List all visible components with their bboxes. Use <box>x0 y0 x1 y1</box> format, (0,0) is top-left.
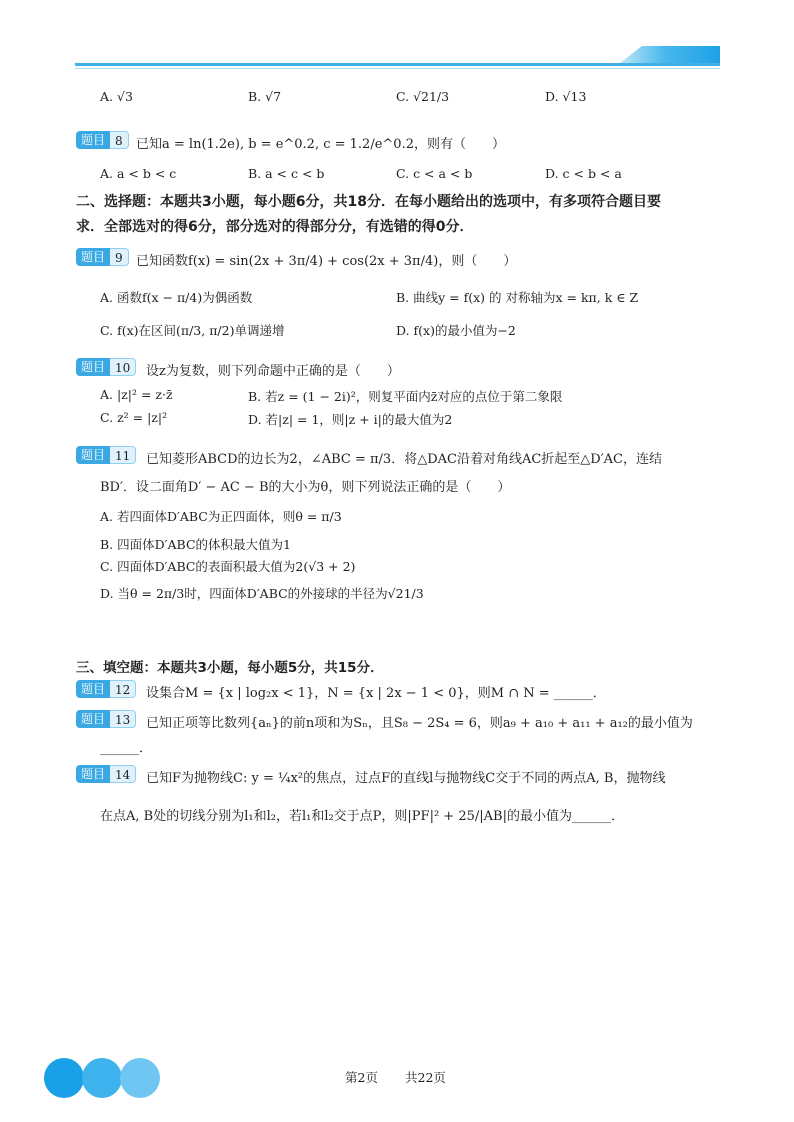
footer-page-number: 第2页 <box>345 1070 378 1085</box>
q13-badge-tag: 题目 <box>76 710 110 728</box>
q14-badge-num: 14 <box>110 765 136 783</box>
q8-stem: 已知a = ln(1.2e), b = e^0.2, c = 1.2/e^0.2，则有（ ） <box>136 137 505 152</box>
q14-badge <box>76 765 136 783</box>
q10-stem: 设z为复数，则下列命题中正确的是（ ） <box>146 364 400 379</box>
q14-badge-tag: 题目 <box>76 765 110 783</box>
q10-option-a: A. |z|² = z·z̄ <box>100 387 173 402</box>
q9-stem: 已知函数f(x) = sin(2x + 3π/4) + cos(2x + 3π/4)，则（ ） <box>136 254 517 269</box>
q10-badge-num: 10 <box>110 358 136 376</box>
footer-total-pages: 共22页 <box>405 1070 446 1085</box>
footer-circle-3 <box>120 1058 160 1098</box>
q13-badge-num: 13 <box>110 710 136 728</box>
footer-circle-2 <box>82 1058 122 1098</box>
q10-option-c: C. z² = |z|² <box>100 410 168 425</box>
header-rule-thin <box>75 68 720 69</box>
q8-option-b: B. a < c < b <box>248 166 325 181</box>
q11-badge-tag: 题目 <box>76 446 110 464</box>
header-tab-decoration <box>620 46 720 63</box>
q12-stem: 设集合M = {x | log₂x < 1}，N = {x | 2x − 1 < 0}，则M ∩ N = ______． <box>146 686 606 701</box>
q10-badge <box>76 358 136 376</box>
q9-badge <box>76 248 129 266</box>
q8-option-c: C. c < a < b <box>396 166 473 181</box>
q7-option-d: D. √13 <box>545 89 587 104</box>
q9-option-d: D. f(x)的最小值为−2 <box>396 323 516 338</box>
q11-option-d: D. 当θ = 2π/3时，四面体D′ABC的外接球的半径为√21/3 <box>100 586 424 601</box>
q12-badge <box>76 680 136 698</box>
q10-option-d: D. 若|z| = 1，则|z + i|的最大值为2 <box>248 412 453 427</box>
q9-option-c: C. f(x)在区间(π/3, π/2)单调递增 <box>100 323 285 338</box>
q11-option-b: B. 四面体D′ABC的体积最大值为1 <box>100 537 291 552</box>
q8-badge-num: 8 <box>110 131 129 149</box>
section2-heading-line2: 求．全部选对的得6分，部分选对的得部分分，有选错的得0分． <box>76 219 474 235</box>
q7-option-c: C. √21/3 <box>396 89 450 104</box>
section2-heading-line1: 二、选择题：本题共3小题，每小题6分，共18分．在每小题给出的选项中，有多项符合题目要 <box>76 194 661 210</box>
section3-heading: 三、填空题：本题共3小题，每小题5分，共15分． <box>76 660 384 676</box>
q12-badge-num: 12 <box>110 680 136 698</box>
q13-stem-line2: ______． <box>100 741 153 756</box>
q8-option-a: A. a < b < c <box>100 166 177 181</box>
header-rule <box>75 63 720 66</box>
q11-option-a: A. 若四面体D′ABC为正四面体，则θ = π/3 <box>100 509 342 524</box>
q8-badge-tag: 题目 <box>76 131 110 149</box>
q11-badge <box>76 446 136 464</box>
q11-stem-line2: BD′．设二面角D′ − AC − B的大小为θ，则下列说法正确的是（ ） <box>100 480 511 495</box>
q11-badge-num: 11 <box>110 446 136 464</box>
q13-badge <box>76 710 136 728</box>
q10-badge-tag: 题目 <box>76 358 110 376</box>
q14-stem-line1: 已知F为抛物线C: y = ¼x²的焦点，过点F的直线l与抛物线C交于不同的两点A, B，抛物线 <box>146 771 666 786</box>
q8-option-d: D. c < b < a <box>545 166 622 181</box>
q10-option-b: B. 若z = (1 − 2i)²，则复平面内z̄对应的点位于第二象限 <box>248 389 563 404</box>
q9-option-b: B. 曲线y = f(x) 的 对称轴为x = kπ, k ∈ Z <box>396 290 639 305</box>
q8-badge <box>76 131 129 149</box>
q12-badge-tag: 题目 <box>76 680 110 698</box>
q11-stem-line1: 已知菱形ABCD的边长为2，∠ABC = π/3．将△DAC沿着对角线AC折起至△D′AC，连结 <box>146 452 662 467</box>
q13-stem-line1: 已知正项等比数列{aₙ}的前n项和为Sₙ，且S₈ − 2S₄ = 6，则a₉ + a₁₀ + a₁₁ + a₁₂的最小值为 <box>146 716 693 731</box>
footer-circle-1 <box>44 1058 84 1098</box>
q14-stem-line2: 在点A, B处的切线分别为l₁和l₂，若l₁和l₂交于点P，则|PF|² + 25/|AB|的最小值为______． <box>100 809 624 824</box>
q7-option-a: A. √3 <box>100 89 133 104</box>
q9-option-a: A. 函数f(x − π/4)为偶函数 <box>100 290 253 305</box>
q11-option-c: C. 四面体D′ABC的表面积最大值为2(√3 + 2) <box>100 559 356 574</box>
q9-badge-tag: 题目 <box>76 248 110 266</box>
q9-badge-num: 9 <box>110 248 129 266</box>
q7-option-b: B. √7 <box>248 89 282 104</box>
